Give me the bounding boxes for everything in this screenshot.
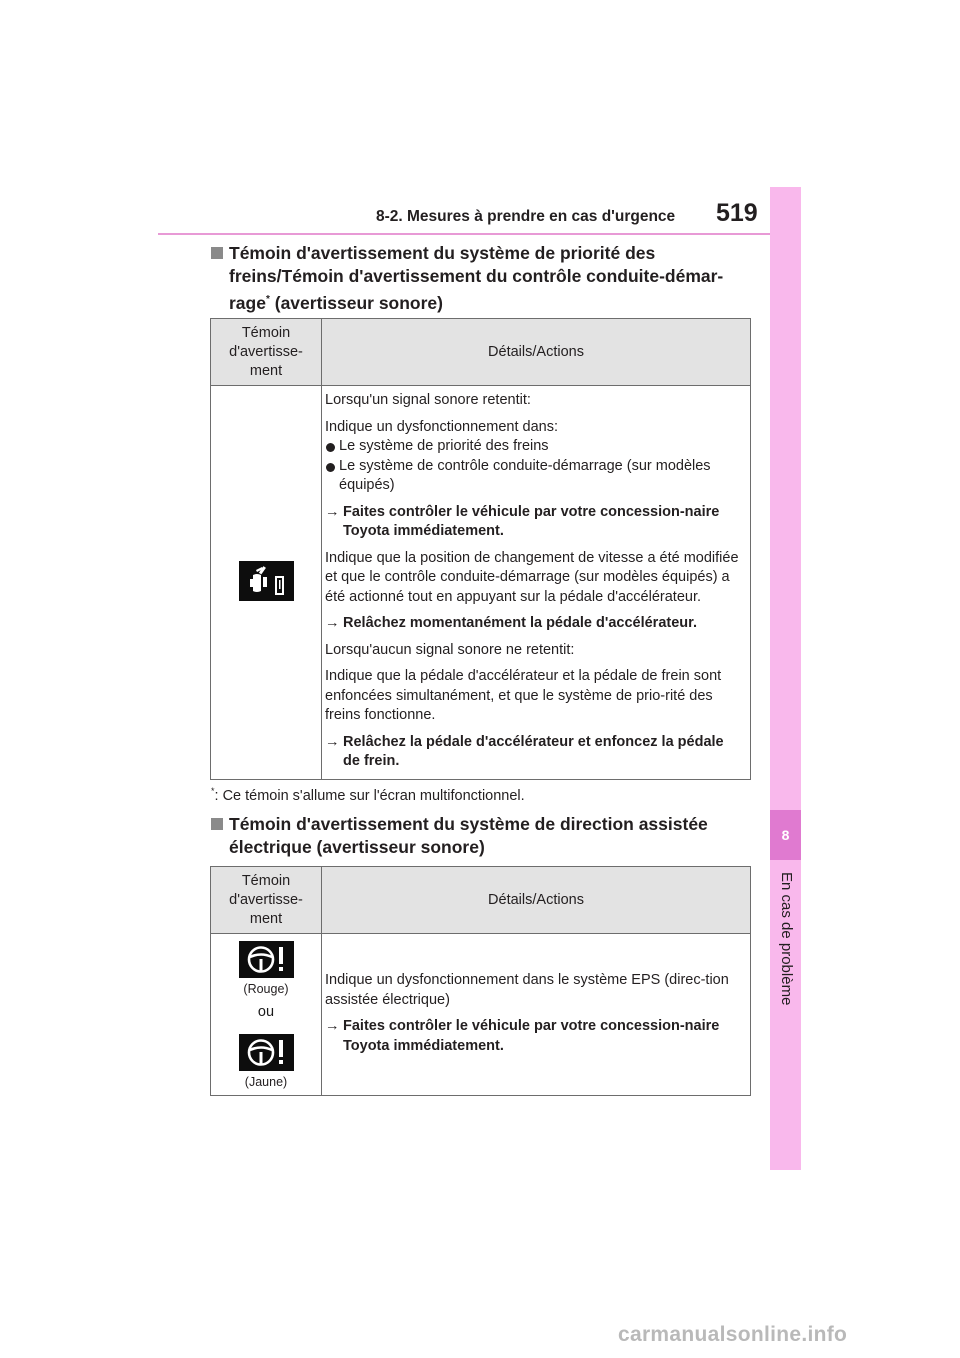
col-header-indicator: Témoin d'avertisse-ment <box>211 319 322 386</box>
indicator-cell <box>211 934 322 1096</box>
details-text: Indique que la position de changement de vitesse a été modifiée et que le contrôle conduite-démarrage (sur modèles équipés) a été actionné tout en appuyant sur la pédale d'accélérateur. <box>325 549 739 605</box>
brake-override-table <box>210 318 751 780</box>
square-bullet-icon <box>211 818 223 830</box>
list-item: Le système de priorité des freins <box>325 437 744 457</box>
details-text: Indique que la pédale d'accélérateur et la pédale de frein sont enfoncées simultanément, et que le système de prio-rité des freins fonctionne. <box>325 668 722 724</box>
brake-override-warning-icon <box>239 561 294 601</box>
header-divider <box>158 233 770 235</box>
square-bullet-icon <box>211 247 223 259</box>
col-header-details: Détails/Actions <box>322 867 751 934</box>
eps-warning-table <box>210 866 751 1096</box>
icon-caption-red: (Rouge) <box>243 982 289 996</box>
chapter-number-badge: 8 <box>770 810 801 860</box>
col-header-indicator: Témoin d'avertisse-ment <box>211 867 322 934</box>
watermark: carmanualsonline.info <box>618 1323 848 1346</box>
or-text: ou <box>257 1004 275 1020</box>
section-heading-eps: Témoin d'avertissement du système de direction assistée électrique (avertisseur sonore) <box>211 813 749 859</box>
details-text: Indique un dysfonctionnement dans: <box>325 418 558 435</box>
arrow-icon: → <box>325 1018 340 1034</box>
arrow-icon: → <box>325 615 340 632</box>
action-item: → Faites contrôler le véhicule par votre concession-naire Toyota immédiatement. <box>325 503 720 540</box>
steering-warning-icon-yellow <box>239 1034 294 1071</box>
footnote: *: Ce témoin s'allume sur l'écran multifonctionnel. <box>211 786 525 804</box>
action-item: → Relâchez la pédale d'accélérateur et enfoncez la pédale de frein. <box>325 733 724 770</box>
icon-caption-yellow: (Jaune) <box>244 1075 288 1089</box>
chapter-side-label: En cas de problème <box>778 872 795 1006</box>
indicator-cell <box>211 386 322 780</box>
action-item: → Relâchez momentanément la pédale d'accélérateur. <box>325 614 744 634</box>
details-text: Lorsqu'un signal sonore retentit: <box>325 392 531 409</box>
arrow-icon: → <box>325 503 340 520</box>
steering-warning-icon-red <box>239 941 294 978</box>
details-text: Indique un dysfonctionnement dans le système EPS (direc-tion assistée électrique) <box>325 972 729 1008</box>
details-cell <box>322 934 751 1096</box>
arrow-icon: → <box>325 733 340 750</box>
section-heading-brake-override: Témoin d'avertissement du système de priorité des freins/Témoin d'avertissement du contrôle conduite-démar-rage* (avertisseur sonore) <box>211 242 749 315</box>
list-item: Le système de contrôle conduite-démarrage (sur modèles équipés) <box>325 457 744 496</box>
action-item: → Faites contrôler le véhicule par votre concession-naire Toyota immédiatement. <box>325 1018 720 1054</box>
col-header-details: Détails/Actions <box>322 319 751 386</box>
chapter-header: 8-2. Mesures à prendre en cas d'urgence <box>376 208 676 225</box>
details-cell <box>322 386 751 780</box>
details-text: Lorsqu'aucun signal sonore ne retentit: <box>325 641 575 658</box>
page-number: 519 <box>716 199 758 227</box>
